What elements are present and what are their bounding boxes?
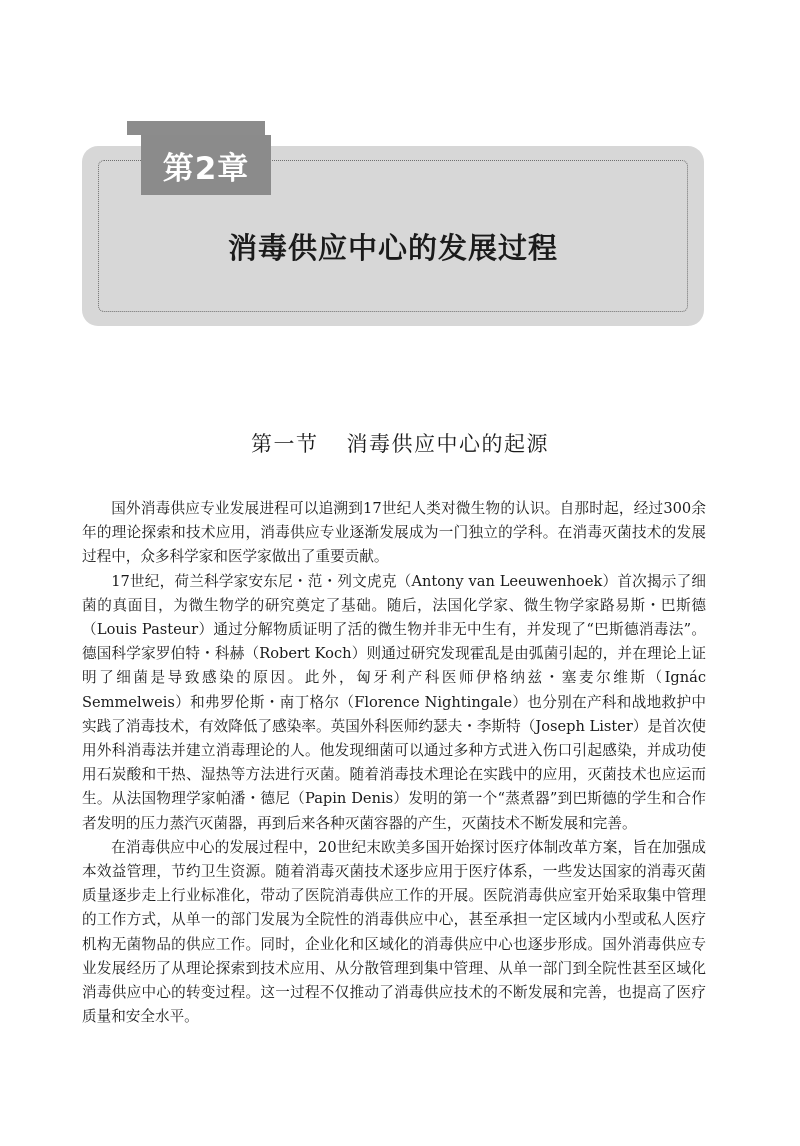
paragraph: 17世纪，荷兰科学家安东尼・范・列文虎克（Antony van Leeuwenhoek）首次揭示了细菌的真面目，为微生物学的研究奠定了基础。随后，法国化学家、微生物学家路易斯・巴斯德（Louis Pasteur）通过分解物质证明了活的微生物并非无中生有，并发现了“巴斯德消毒法”。德国科学家罗伯特・科赫（Robert Koch）则通过研究发现霍乱是由弧菌引起的，并在理论上证明了细菌是导致感染的原因。此外，匈牙利产科医师伊格纳兹・塞麦尔维斯（Ignác Semmelweis）和弗罗伦斯・南丁格尔（Florence Nightingale）也分别在产科和战地救护中实践了消毒技术，有效降低了感染率。英国外科医师约瑟夫・李斯特（Joseph Lister）是首次使用外科消毒法并建立消毒理论的人。他发现细菌可以通过多种方式进入伤口引起感染，并成功使用石炭酸和干热、湿热等方法进行灭菌。随着消毒技术理论在实践中的应用，灭菌技术也应运而生。从法国物理学家帕潘・德尼（Papin Denis）发明的第一个“蒸煮器”到巴斯德的学生和合作者发明的压力蒸汽灭菌器，再到后来各种灭菌容器的产生，灭菌技术不断发展和完善。 — [82, 572, 706, 832]
chapter-label: 第2章 — [162, 150, 250, 187]
chapter-tab-fold — [127, 121, 141, 135]
paragraph: 在消毒供应中心的发展过程中，20世纪末欧美多国开始探讨医疗体制改革方案，旨在加强成本效益管理，节约卫生资源。随着消毒灭菌技术逐步应用于医疗体系，一些发达国家的消毒灭菌质量逐步走上行业标准化，带动了医院消毒供应工作的开展。医院消毒供应室开始采取集中管理的工作方式，从单一的部门发展为全院性的消毒供应中心，甚至承担一定区域内小型或私人医疗机构无菌物品的供应工作。同时，企业化和区域化的消毒供应中心也逐步形成。国外消毒供应专业发展经历了从理论探索到技术应用、从分散管理到集中管理、从单一部门到全院性甚至区域化消毒供应中心的转变过程。这一过程不仅推动了消毒供应技术的不断发展和完善，也提高了医疗质量和安全水平。 — [82, 838, 706, 1026]
body-text — [82, 497, 706, 1029]
paragraph: 国外消毒供应专业发展进程可以追溯到17世纪人类对微生物的认识。自那时起，经过300余年的理论探索和技术应用，消毒供应专业逐渐发展成为一门独立的学科。在消毒灭菌技术的发展过程中，众多科学家和医学家做出了重要贡献。 — [82, 500, 706, 566]
section-number: 第一节 — [251, 432, 319, 456]
chapter-title: 消毒供应中心的发展过程 — [227, 231, 558, 265]
section-title: 消毒供应中心的起源 — [346, 432, 549, 456]
chapter-tab-shadow — [127, 121, 265, 135]
section-heading — [0, 428, 800, 458]
chapter-tab — [141, 135, 271, 195]
